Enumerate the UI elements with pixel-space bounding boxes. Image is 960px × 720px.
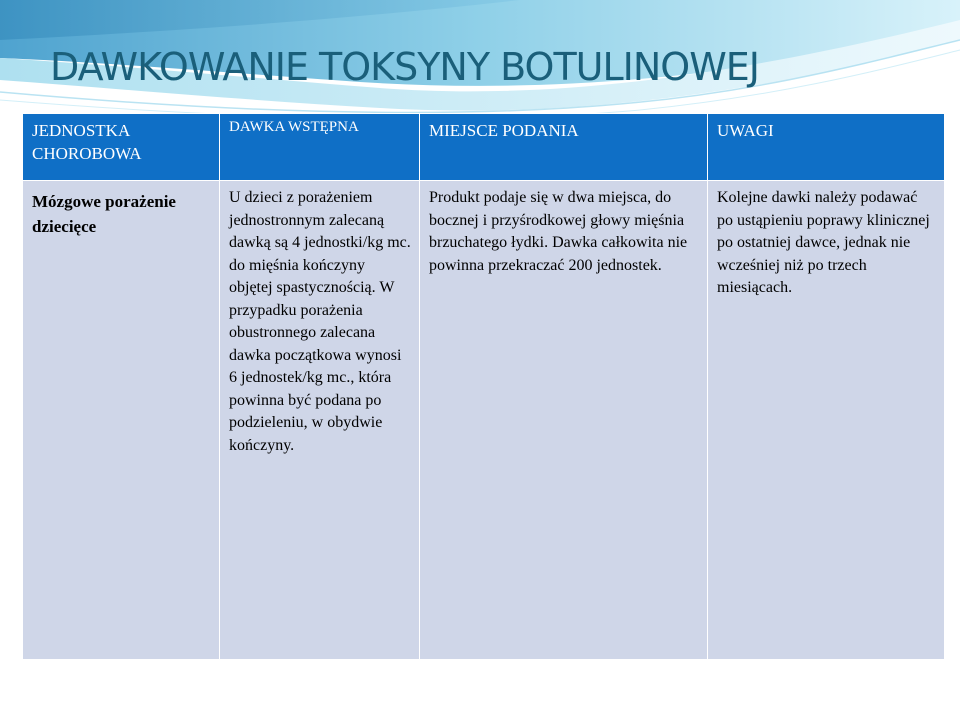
- header-notes: UWAGI: [708, 114, 945, 181]
- cell-administration-site: Produkt podaje się w dwa miejsca, do bocznej i przyśrodkowej głowy mięśnia brzuchatego łydki. Dawka całkowita nie powinna przekraczać 200 jednostek.: [420, 181, 708, 660]
- dosage-table: [22, 113, 945, 660]
- table-header-row: [23, 114, 945, 181]
- cell-initial-dose: U dzieci z porażeniem jednostronnym zalecaną dawką są 4 jednostki/kg mc. do mięśnia kończyny objętej spastycznością. W przypadku porażenia obustronnego zalecana dawka początkowa wynosi 6 jednostek/kg mc., która powinna być podana po podzieleniu, w obydwie kończyny.: [220, 181, 420, 660]
- header-disease-unit: JEDNOSTKA CHOROBOWA: [23, 114, 220, 181]
- cell-notes: Kolejne dawki należy podawać po ustąpieniu poprawy klinicznej po ostatniej dawce, jednak nie wcześniej niż po trzech miesiącach.: [708, 181, 945, 660]
- cell-disease-unit: Mózgowe porażenie dziecięce: [23, 181, 220, 660]
- slide-title: DAWKOWANIE TOKSYNY BOTULINOWEJ: [50, 45, 759, 89]
- table-row: [23, 181, 945, 660]
- header-administration-site: MIEJSCE PODANIA: [420, 114, 708, 181]
- header-initial-dose: DAWKA WSTĘPNA: [220, 114, 420, 181]
